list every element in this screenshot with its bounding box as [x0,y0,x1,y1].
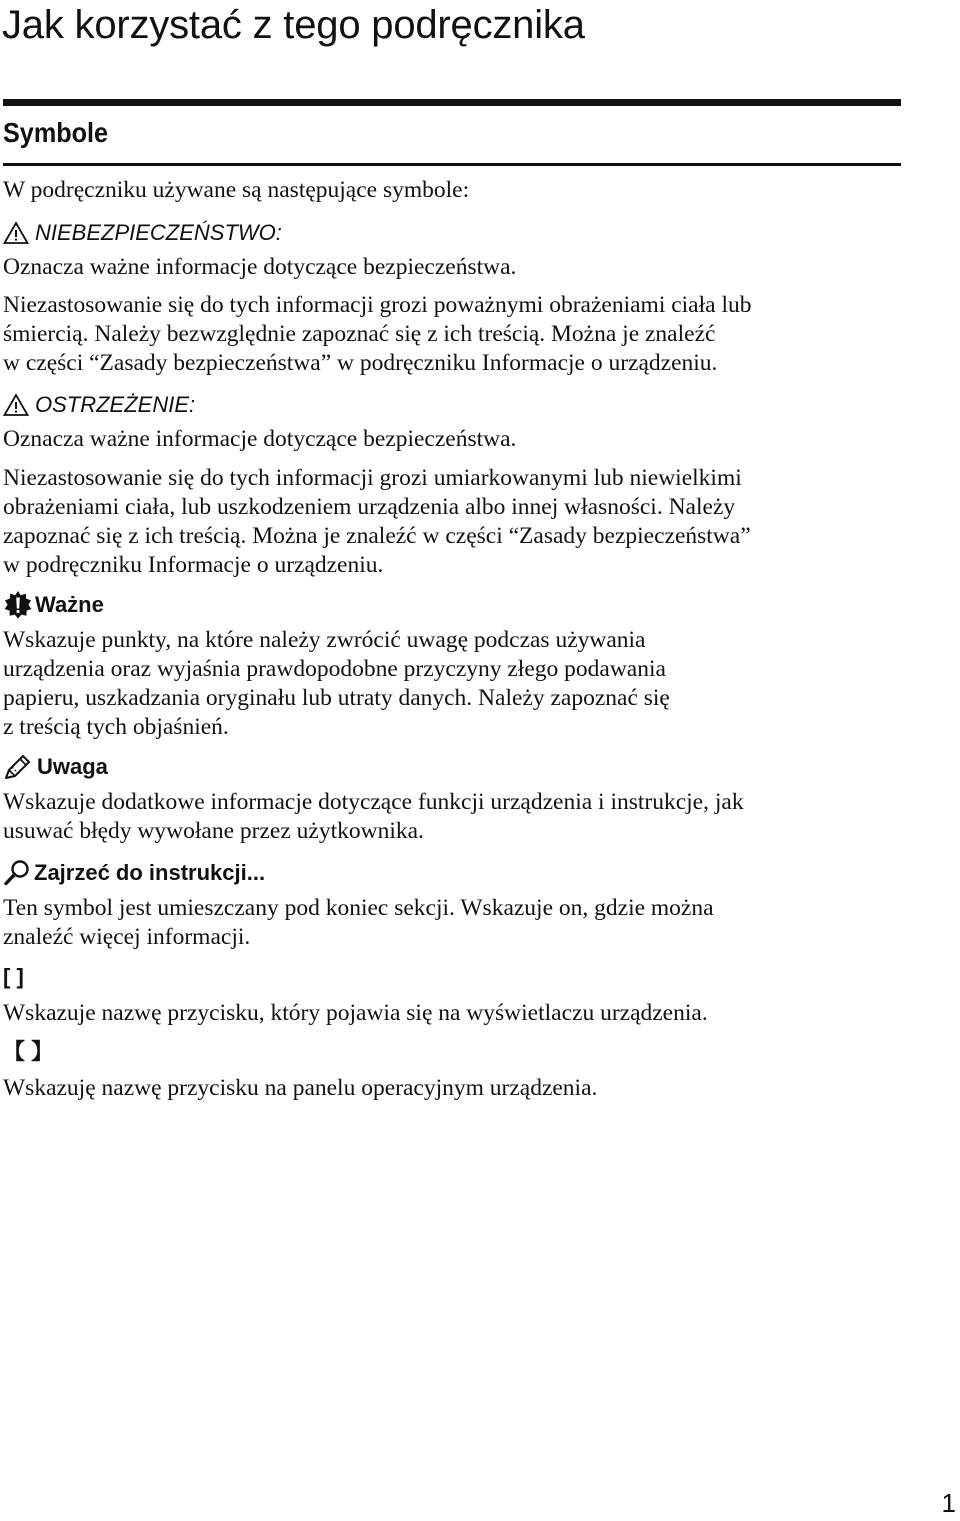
exclamation-badge-icon [3,590,33,620]
panel-key-description: Wskazuję nazwę przycisku na panelu operacyjnym urządzenia. [3,1075,598,1101]
danger-summary: Oznacza ważne informacje dotyczące bezpieczeństwa. [3,254,517,280]
warning-triangle-icon [3,221,29,245]
magnifier-icon [3,859,31,887]
warning-triangle-icon [3,393,29,417]
note-para-line: usuwać błędy wywołane przez użytkownika. [3,818,424,844]
section-title: Symbole [3,117,109,148]
caution-label [3,390,195,420]
reference-para-line: znaleźć więcej informacji. [3,924,251,950]
note-label-text: Uwaga [37,754,108,779]
caution-para-line: w podręczniku Informacje o urządzeniu. [3,552,384,578]
display-key-brackets-label: [ ] [3,964,24,989]
caution-label-text: OSTRZEŻENIE: [35,392,196,417]
important-para-line: Wskazuje punkty, na które należy zwrócić uwagę podczas używania [3,627,646,653]
panel-key-brackets-label: 【 】 [3,1039,54,1064]
danger-para-line: śmiercią. Należy bezwzględnie zapoznać się z ich treścią. Można je znaleźć [3,321,716,347]
note-label [3,752,108,782]
important-label [3,590,104,620]
important-label-text: Ważne [35,592,104,617]
important-para-line: papieru, uszkadzania oryginału lub utraty danych. Należy zapoznać się [3,685,670,711]
display-key-description: Wskazuje nazwę przycisku, który pojawia się na wyświetlaczu urządzenia. [3,1000,708,1026]
caution-para-line: zapoznać się z ich treścią. Można je znaleźć w części “Zasady bezpieczeństwa” [3,523,751,549]
reference-label-text: Zajrzeć do instrukcji... [34,860,266,885]
reference-label [3,858,265,888]
danger-para-line: Niezastosowanie się do tych informacji grozi poważnymi obrażeniami ciała lub [3,292,752,318]
title-rule [3,99,901,106]
pencil-icon [3,753,33,781]
danger-label [3,218,282,248]
caution-para-line: obrażeniami ciała, lub uszkodzeniem urządzenia albo innej własności. Należy [3,494,736,520]
page-number: 1 [941,1488,956,1518]
danger-label-text: NIEBEZPIECZEŃSTWO: [35,220,282,245]
section-rule [3,163,901,166]
reference-para-line: Ten symbol jest umieszczany pod koniec sekcji. Wskazuje on, gdzie można [3,895,714,921]
important-para-line: urządzenia oraz wyjaśnia prawdopodobne przyczyny złego podawania [3,656,666,682]
page-title: Jak korzystać z tego podręcznika [2,3,585,47]
important-para-line: z treścią tych objaśnień. [3,714,229,740]
caution-para-line: Niezastosowanie się do tych informacji grozi umiarkowanymi lub niewielkimi [3,465,742,491]
caution-summary: Oznacza ważne informacje dotyczące bezpieczeństwa. [3,426,517,452]
intro-text: W podręczniku używane są następujące symbole: [3,177,470,203]
note-para-line: Wskazuje dodatkowe informacje dotyczące funkcji urządzenia i instrukcje, jak [3,789,744,815]
danger-para-line: w części “Zasady bezpieczeństwa” w podręczniku Informacje o urządzeniu. [3,350,718,376]
